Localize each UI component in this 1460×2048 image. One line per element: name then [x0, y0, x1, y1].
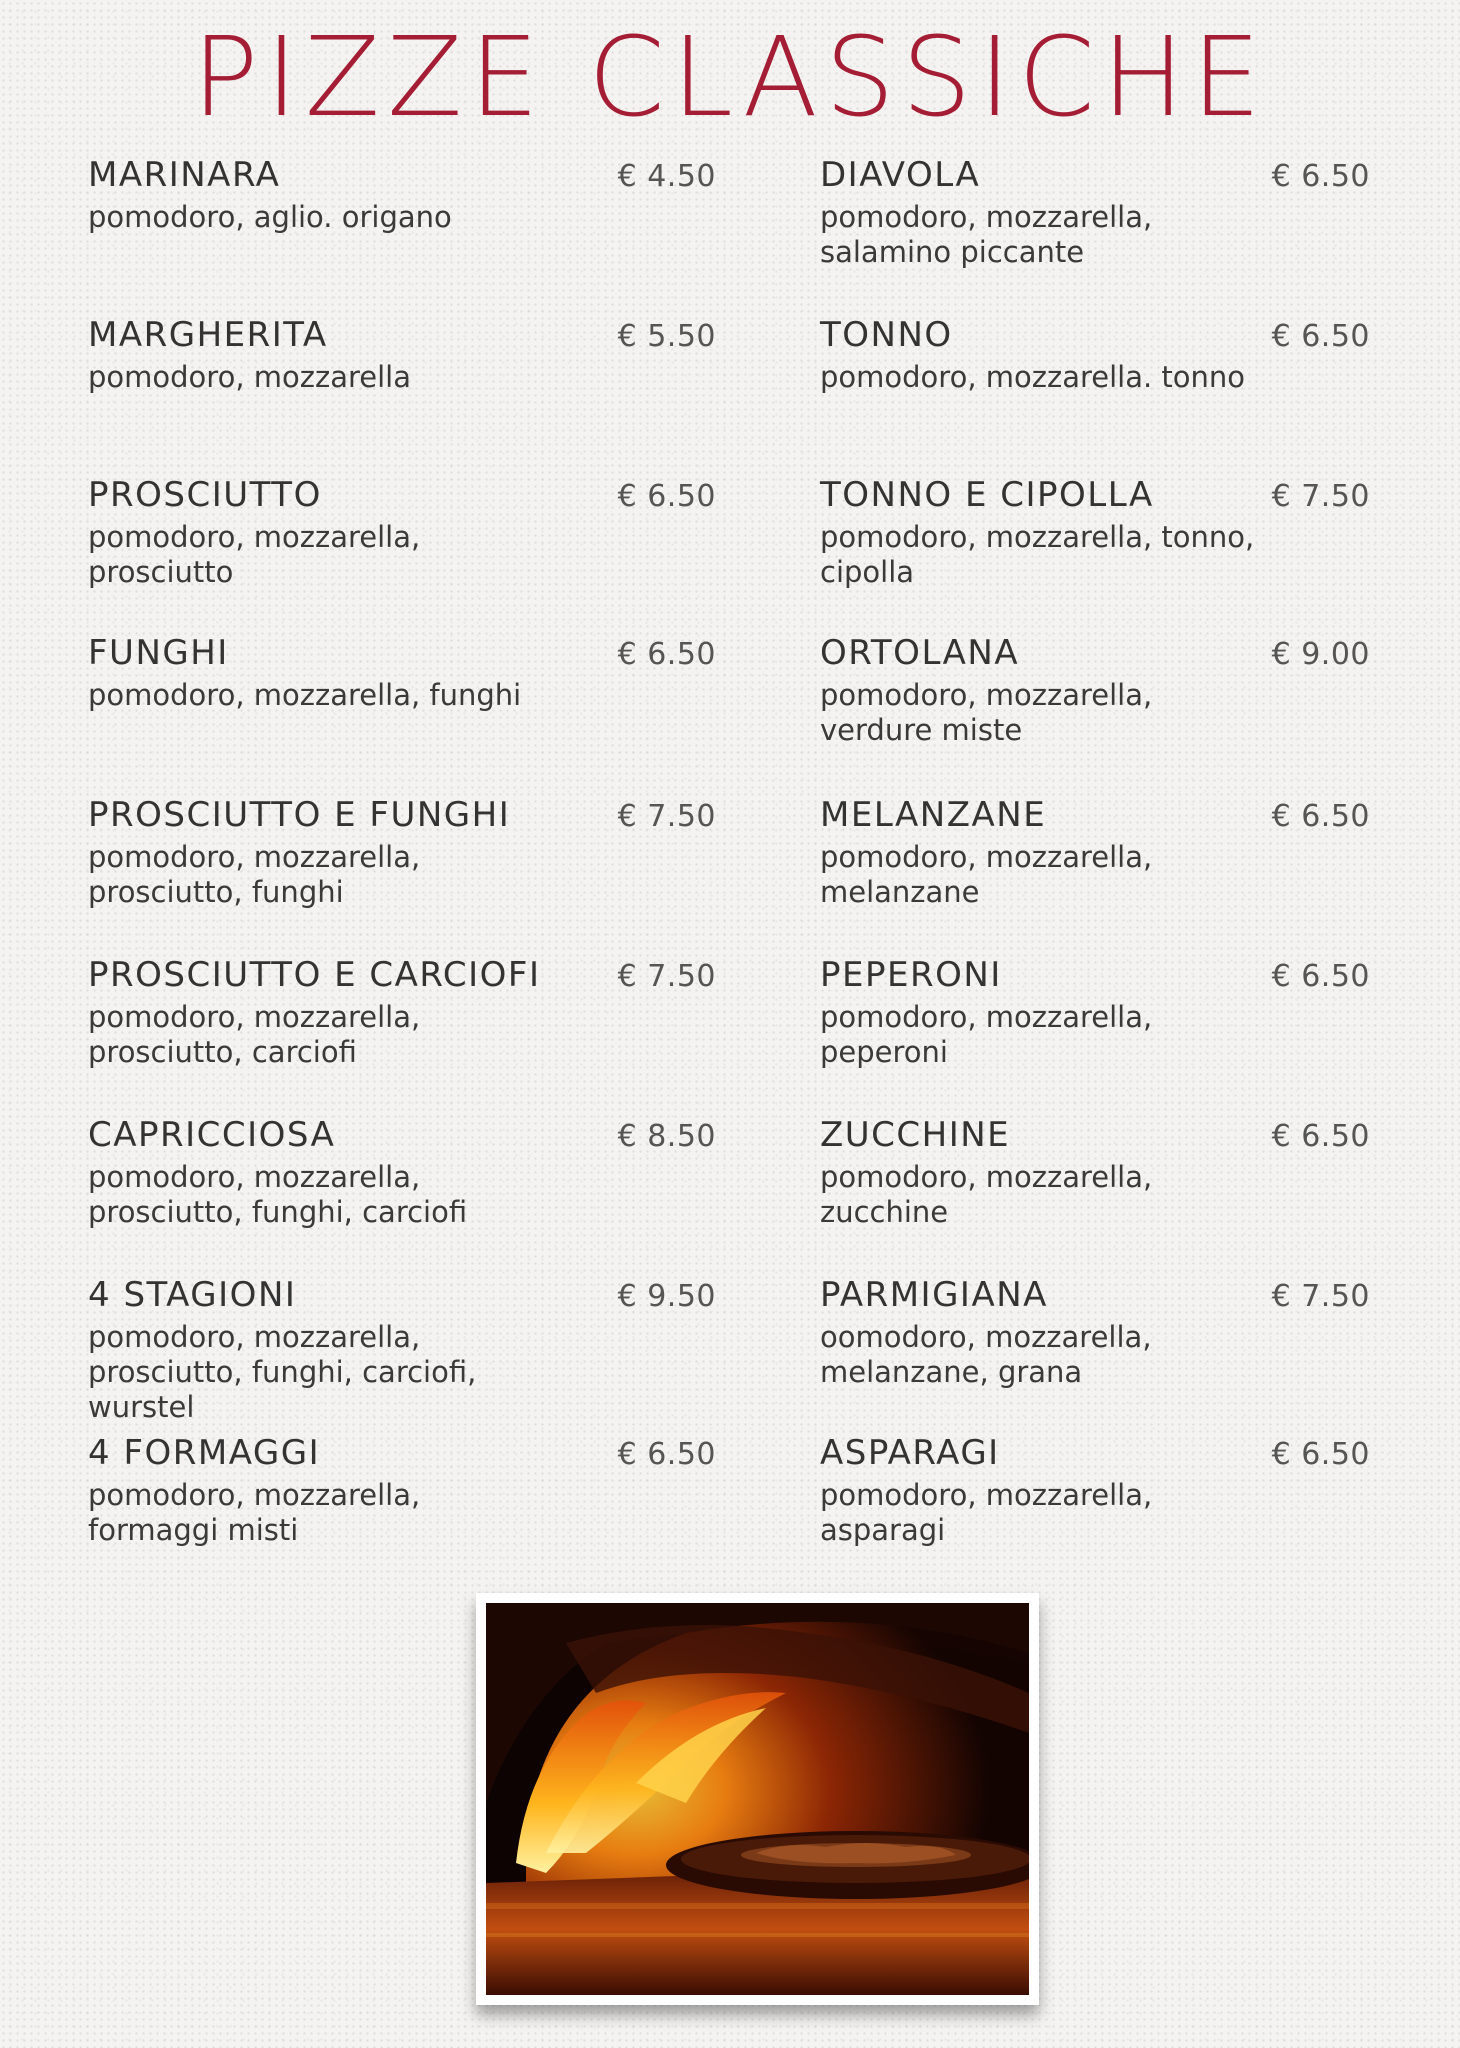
menu-item — [88, 1115, 716, 1230]
item-description: pomodoro, mozzarella, prosciutto, carciofi — [88, 999, 421, 1069]
item-description: pomodoro, mozzarella, formaggi misti — [88, 1477, 421, 1547]
page-title: PIZZE CLASSICHE — [192, 13, 1268, 141]
menu-item — [88, 475, 716, 590]
item-description: pomodoro, mozzarella, tonno, cipolla — [820, 519, 1255, 589]
item-price: € 4.50 — [617, 159, 716, 194]
menu-item — [820, 955, 1370, 1070]
item-name: MARGHERITA — [88, 315, 328, 355]
item-description: pomodoro, mozzarella, melanzane — [820, 839, 1153, 909]
item-description: pomodoro, mozzarella, salamino piccante — [820, 199, 1153, 269]
item-price: € 7.50 — [1271, 1279, 1370, 1314]
item-description: pomodoro, mozzarella, prosciutto, funghi, carciofi, wurstel — [88, 1319, 477, 1424]
item-description: pomodoro, mozzarella, funghi — [88, 677, 522, 712]
item-price: € 6.50 — [1271, 959, 1370, 994]
item-name: PROSCIUTTO E FUNGHI — [88, 795, 511, 835]
menu-item — [820, 1115, 1370, 1230]
item-description: pomodoro, mozzarella — [88, 359, 411, 394]
item-name: TONNO — [820, 315, 953, 355]
menu-item — [88, 315, 716, 395]
item-name: CAPRICCIOSA — [88, 1115, 336, 1155]
item-price: € 6.50 — [617, 479, 716, 514]
menu-item — [820, 795, 1370, 910]
item-description: pomodoro, mozzarella, prosciutto, funghi — [88, 839, 421, 909]
menu-item — [88, 155, 716, 235]
item-name: 4 STAGIONI — [88, 1275, 297, 1315]
menu-item — [88, 633, 716, 713]
item-name: PROSCIUTTO — [88, 475, 322, 515]
item-description: pomodoro, mozzarella, verdure miste — [820, 677, 1153, 747]
item-price: € 7.50 — [617, 799, 716, 834]
item-name: PARMIGIANA — [820, 1275, 1048, 1315]
item-description: pomodoro, mozzarella, zucchine — [820, 1159, 1153, 1229]
item-price: € 9.00 — [1271, 637, 1370, 672]
item-description: pomodoro, aglio. origano — [88, 199, 452, 234]
menu-item — [88, 955, 716, 1070]
menu-item — [88, 1433, 716, 1548]
item-price: € 6.50 — [1271, 1437, 1370, 1472]
item-name: MELANZANE — [820, 795, 1047, 835]
menu-item — [88, 1275, 716, 1425]
item-price: € 7.50 — [617, 959, 716, 994]
item-price: € 6.50 — [1271, 319, 1370, 354]
item-description: pomodoro, mozzarella, peperoni — [820, 999, 1153, 1069]
item-price: € 6.50 — [1271, 1119, 1370, 1154]
menu-item — [88, 795, 716, 910]
item-price: € 9.50 — [617, 1279, 716, 1314]
item-description: pomodoro, mozzarella, prosciutto, funghi, carciofi — [88, 1159, 468, 1229]
menu-item — [820, 1433, 1370, 1548]
wood-fired-oven-photo — [486, 1603, 1029, 1995]
item-price: € 5.50 — [617, 319, 716, 354]
menu-item — [820, 155, 1370, 270]
menu-item — [820, 1275, 1370, 1390]
item-price: € 6.50 — [1271, 159, 1370, 194]
item-name: PROSCIUTTO E CARCIOFI — [88, 955, 541, 995]
menu-item — [820, 633, 1370, 748]
item-name: ASPARAGI — [820, 1433, 1000, 1473]
item-price: € 6.50 — [617, 637, 716, 672]
item-description: pomodoro, mozzarella. tonno — [820, 359, 1246, 394]
item-name: TONNO E CIPOLLA — [820, 475, 1154, 515]
menu-item — [820, 475, 1370, 590]
item-name: 4 FORMAGGI — [88, 1433, 321, 1473]
item-price: € 8.50 — [617, 1119, 716, 1154]
item-description: pomodoro, mozzarella, prosciutto — [88, 519, 421, 589]
photo-frame — [476, 1593, 1039, 2005]
menu-item — [820, 315, 1370, 395]
item-name: PEPERONI — [820, 955, 1002, 995]
item-description: oomodoro, mozzarella, melanzane, grana — [820, 1319, 1152, 1389]
item-price: € 6.50 — [1271, 799, 1370, 834]
item-price: € 7.50 — [1271, 479, 1370, 514]
item-price: € 6.50 — [617, 1437, 716, 1472]
item-name: FUNGHI — [88, 633, 229, 673]
item-name: ZUCCHINE — [820, 1115, 1011, 1155]
item-name: DIAVOLA — [820, 155, 981, 195]
item-name: MARINARA — [88, 155, 281, 195]
item-name: ORTOLANA — [820, 633, 1020, 673]
item-description: pomodoro, mozzarella, asparagi — [820, 1477, 1153, 1547]
